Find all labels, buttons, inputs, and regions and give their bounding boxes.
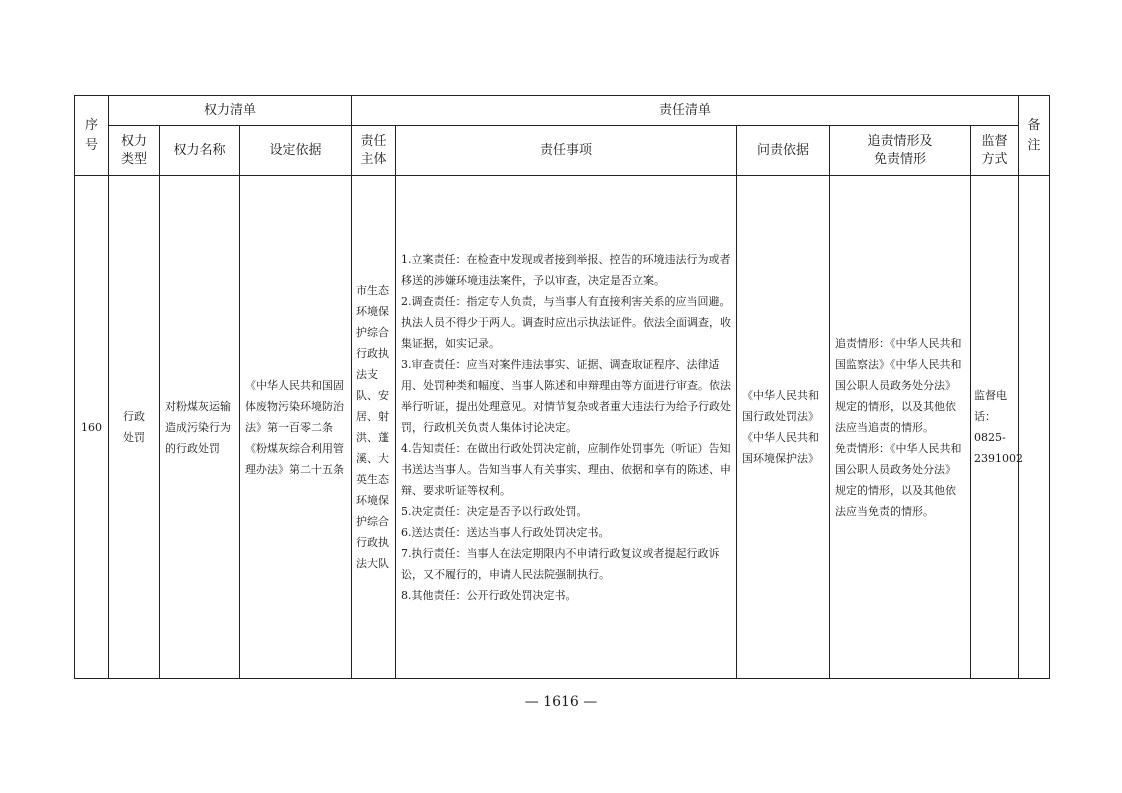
row-basis xyxy=(240,176,352,679)
supervision-phone: 2391002 xyxy=(974,452,1023,465)
header-seq: 序号 xyxy=(75,96,109,176)
header-power-list: 权力清单 xyxy=(109,96,352,126)
basis-item: 《中华人民共和国固体废物污染环境防治法》第一百零二条 xyxy=(245,378,344,434)
accountability-case: 免责情形：《中华人民共和国公职人员政务处分法》规定的情形，以及其他依法应当免责的情形。 xyxy=(835,441,962,518)
row-power-type: 行政处罚 xyxy=(109,176,160,679)
duty-item: 4.告知责任：在做出行政处罚决定前，应制作处罚事先（听证）告知书送达当事人。告知当事人有关事实、理由、依据和享有的陈述、申辩、要求听证等权利。 xyxy=(401,441,731,497)
duty-item: 3.审查责任：应当对案件违法事实、证据、调查取证程序、法律适用、处罚种类和幅度、当事人陈述和申辩理由等方面进行审查。依法举行听证，提出处理意见。对情节复杂或者重大违法行为给予行政处罚，行政机关负责人集体讨论决定。 xyxy=(401,357,731,434)
header-responsibility-list: 责任清单 xyxy=(352,96,1019,126)
row-accountability-cases xyxy=(830,176,971,679)
row-seq: 160 xyxy=(75,176,109,679)
header-subject: 责任主体 xyxy=(352,126,396,176)
header-power-type: 权力类型 xyxy=(109,126,160,176)
row-subject: 市生态环境保护综合行政执法支队、安居、射洪、蓬溪、大英生态环境保护综合行政执法大队 xyxy=(352,176,396,679)
header-power-name: 权力名称 xyxy=(160,126,240,176)
duty-item: 5.决定责任：决定是否予以行政处罚。 xyxy=(401,504,588,518)
row-accountability-basis: 《中华人民共和国行政处罚法》《中华人民共和国环境保护法》 xyxy=(737,176,830,679)
header-duties: 责任事项 xyxy=(396,126,737,176)
basis-item: 《粉煤灰综合利用管理办法》第二十五条 xyxy=(245,441,344,476)
duty-item: 6.送达责任：送达当事人行政处罚决定书。 xyxy=(401,525,610,539)
header-supervision: 监督方式 xyxy=(971,126,1019,176)
duty-item: 1.立案责任：在检查中发现或者接到举报、控告的环境违法行为或者移送的涉嫌环境违法案件，予以审查，决定是否立案。 xyxy=(401,252,731,287)
duty-item: 2.调查责任：指定专人负责，与当事人有直接利害关系的应当回避。执法人员不得少于两人。调查时应出示执法证件。依法全面调查，收集证据，如实记录。 xyxy=(401,294,731,350)
page-number: — 1616 — xyxy=(524,694,598,710)
supervision-label: 监督电话： xyxy=(974,389,1007,423)
duty-item: 7.执行责任：当事人在法定期限内不申请行政复议或者提起行政诉讼，又不履行的，申请人民法院强制执行。 xyxy=(401,546,720,581)
header-remark: 备注 xyxy=(1019,96,1050,176)
supervision-phone: 0825- xyxy=(974,431,1006,444)
power-responsibility-table xyxy=(74,95,1050,679)
header-basis: 设定依据 xyxy=(240,126,352,176)
row-duties xyxy=(396,176,737,679)
row-power-name: 对粉煤灰运输造成污染行为的行政处罚 xyxy=(160,176,240,679)
duty-item: 8.其他责任：公开行政处罚决定书。 xyxy=(401,588,577,602)
row-remark xyxy=(1019,176,1050,679)
row-supervision xyxy=(971,176,1023,679)
accountability-case: 追责情形：《中华人民共和国监察法》《中华人民共和国公职人员政务处分法》规定的情形，以及其他依法应当追责的情形。 xyxy=(835,336,962,434)
header-accountability-cases: 追责情形及免责情形 xyxy=(830,126,971,176)
header-accountability-basis: 问责依据 xyxy=(737,126,830,176)
